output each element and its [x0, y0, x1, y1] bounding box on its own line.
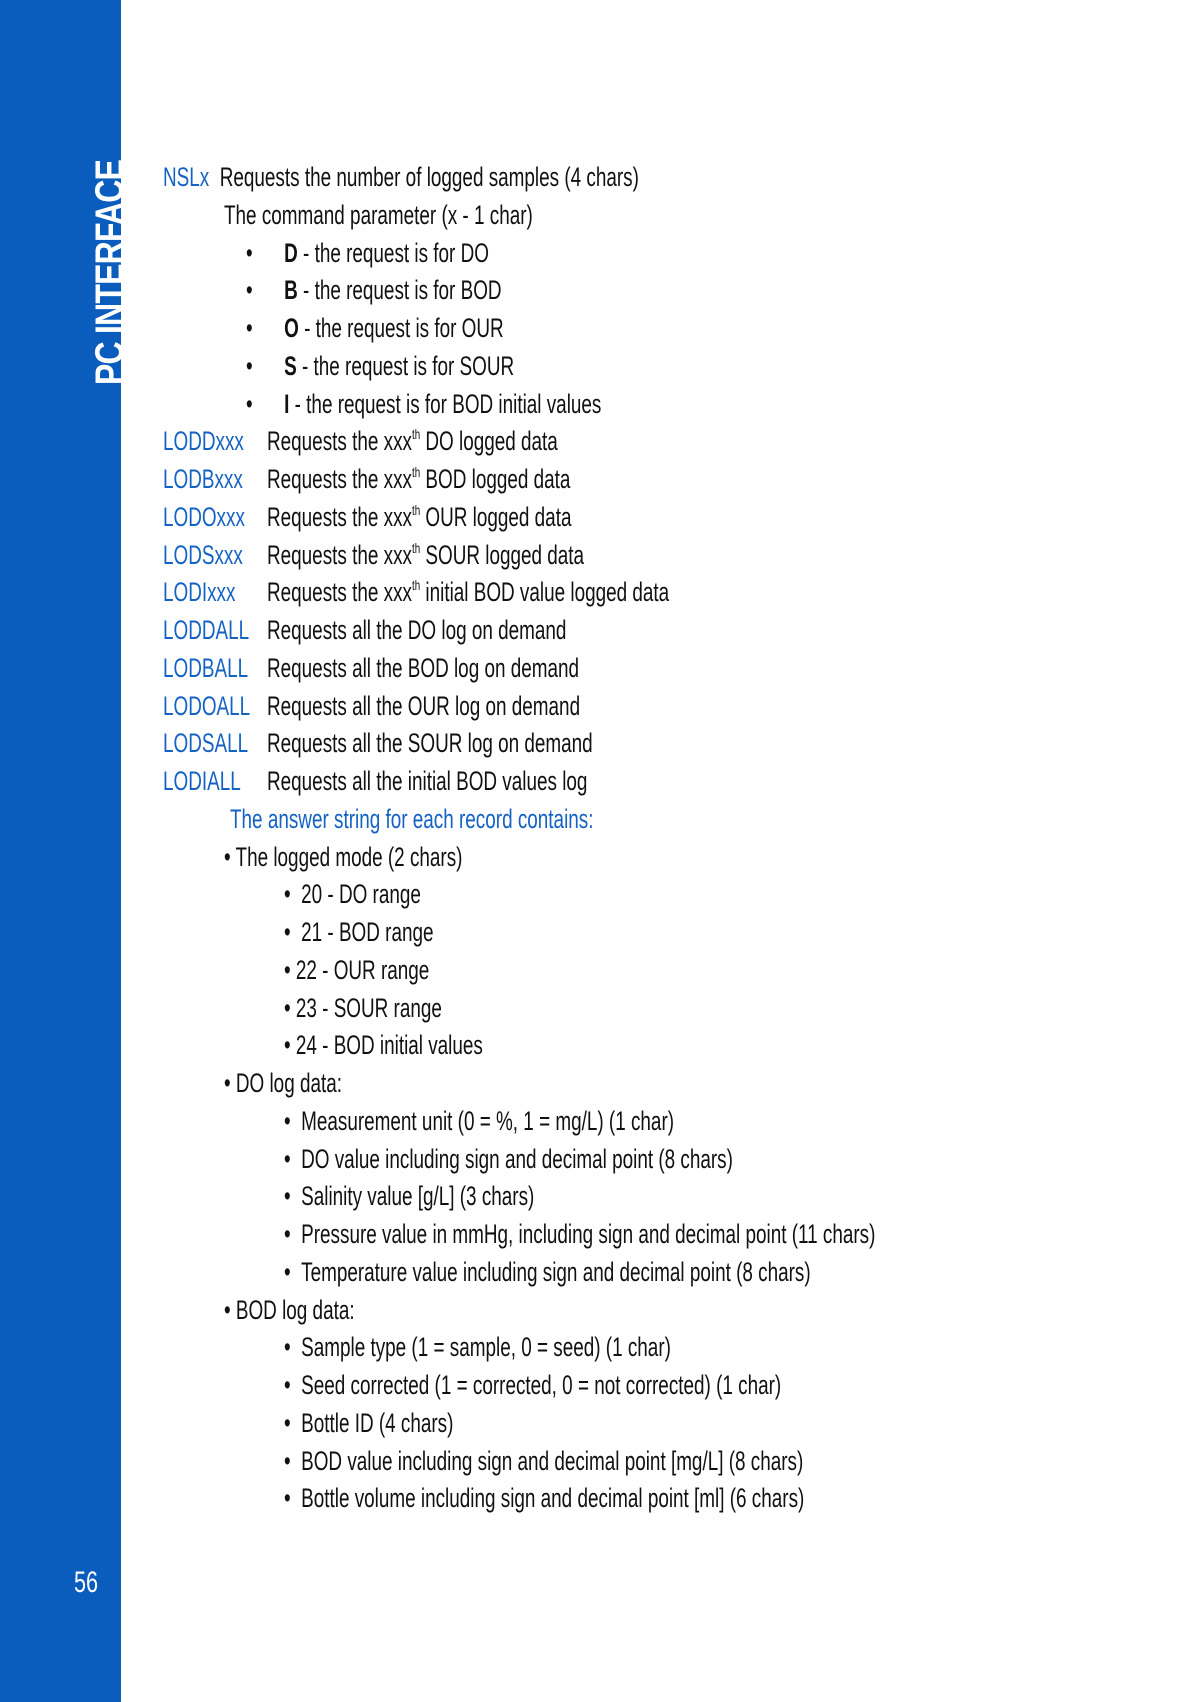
logged-mode [224, 838, 565, 876]
command-description [267, 687, 714, 725]
bullet-icon: • [284, 954, 291, 985]
command-description [267, 649, 713, 687]
mode-text: 21 - BOD range [301, 917, 434, 947]
item-text: Pressure value in mmHg, including sign and decimal point (11 chars) [301, 1219, 876, 1249]
option-key: I [284, 388, 290, 419]
desc-text: Requests the xxx [267, 539, 412, 570]
item-text: Sample type (1 = sample, 0 = seed) (1 char) [301, 1332, 671, 1363]
desc-text: BOD logged data [420, 464, 571, 494]
bod-log-item [284, 1366, 994, 1404]
section-label: DO log data [235, 1068, 337, 1098]
colon: : [349, 1294, 355, 1325]
option-text: - the request is for DO [297, 237, 489, 268]
bullet-icon: • [246, 313, 253, 343]
section-title: PC INTERFACE [88, 159, 132, 385]
desc-text: Requests all the OUR log on demand [267, 690, 581, 721]
command-code: LODSALL [163, 728, 249, 759]
parameter-option [246, 385, 754, 423]
command-code: LODIALL [163, 766, 241, 796]
item-text: Measurement unit (0 = %, 1 = mg/L) (1 char) [301, 1105, 675, 1136]
bullet-icon: • [284, 1370, 291, 1400]
command-code: LODDALL [163, 615, 250, 645]
command-description: Requests the number of logged samples (4 chars) [219, 162, 639, 192]
item-text: Bottle volume including sign and decimal point [ml] (6 chars) [301, 1483, 805, 1514]
command-description [267, 498, 702, 536]
bullet-icon: • [284, 917, 291, 947]
bullet-icon: • [224, 841, 231, 872]
command-code: LODIxxx [163, 577, 236, 608]
command-description [267, 724, 732, 762]
parameter-option [246, 309, 614, 347]
mode-item [284, 951, 492, 989]
option-key: D [284, 237, 298, 268]
bod-log-item [284, 1328, 837, 1366]
bullet-icon: • [246, 388, 253, 419]
bod-log-heading [224, 1291, 411, 1329]
mode-item [284, 1026, 568, 1064]
do-log-item [284, 1215, 1129, 1253]
bullet-icon: • [284, 1181, 291, 1212]
item-text: Salinity value [g/L] (3 chars) [301, 1181, 535, 1212]
bod-log-item [284, 1442, 1026, 1480]
option-text: - the request is for BOD initial values [289, 388, 602, 419]
item-text: DO value including sign and decimal point (8 chars) [301, 1143, 733, 1174]
parameter-option [246, 347, 629, 385]
command-description [267, 611, 695, 649]
command-nsl [163, 158, 843, 196]
bullet-icon: • [284, 879, 291, 910]
bullet-icon: • [246, 237, 253, 268]
command-code: LODBALL [163, 652, 249, 683]
option-key: B [284, 275, 298, 306]
desc-text: DO logged data [420, 426, 558, 457]
command-description [267, 460, 700, 498]
command-description [267, 422, 682, 460]
command-row [163, 422, 279, 460]
heading-text: The answer string for each record contains: [230, 803, 594, 834]
bullet-icon: • [284, 1030, 291, 1061]
superscript: th [411, 464, 421, 480]
bullet-icon: • [284, 1445, 291, 1476]
desc-text: Requests the xxx [267, 464, 412, 494]
parameter-option [246, 271, 611, 309]
desc-text: Requests all the initial BOD values log [267, 766, 588, 796]
command-code: LODOALL [163, 690, 251, 721]
mode-item [284, 875, 480, 913]
desc-text: Requests the xxx [267, 426, 412, 457]
bullet-icon: • [224, 1068, 231, 1098]
bod-log-item [284, 1479, 1027, 1517]
desc-text: SOUR logged data [420, 539, 585, 570]
option-text: - the request is for SOUR [296, 350, 515, 381]
desc-text: Requests all the DO log on demand [267, 615, 567, 645]
superscript: th [411, 501, 421, 518]
command-code: LODDxxx [163, 426, 244, 457]
option-text: - the request is for OUR [298, 313, 504, 343]
label: The logged mode (2 chars) [235, 841, 463, 872]
bod-log-item [284, 1404, 526, 1442]
desc-text: Requests all the SOUR log on demand [267, 728, 593, 759]
command-description [267, 762, 725, 800]
desc-text: Requests the xxx [267, 501, 412, 532]
do-log-item [284, 1177, 642, 1215]
command-row [163, 498, 280, 536]
do-log-item [284, 1140, 925, 1178]
do-log-heading [224, 1064, 393, 1102]
bullet-icon: • [224, 1294, 231, 1325]
desc-text: OUR logged data [420, 501, 572, 532]
mode-text: 23 - SOUR range [295, 992, 442, 1023]
item-text: BOD value including sign and decimal point [mg/L] (8 chars) [301, 1445, 804, 1476]
mode-item [284, 913, 498, 951]
command-row [163, 460, 277, 498]
mode-text: 24 - BOD initial values [295, 1030, 483, 1061]
bullet-icon: • [246, 350, 253, 381]
command-code: LODBxxx [163, 464, 243, 494]
bullet-icon: • [284, 1143, 291, 1174]
command-parameter [224, 196, 665, 234]
superscript: th [411, 539, 421, 556]
bullet-icon: • [284, 992, 291, 1023]
bullet-icon: • [246, 275, 253, 306]
mode-item [284, 989, 510, 1027]
parameter-text: The command parameter (x - 1 char) [224, 199, 533, 230]
do-log-item [284, 1253, 1036, 1291]
do-log-item [284, 1102, 841, 1140]
option-text: - the request is for BOD [297, 275, 502, 306]
sidebar [0, 0, 132, 1702]
bullet-icon: • [284, 1407, 291, 1438]
item-text: Bottle ID (4 chars) [301, 1407, 454, 1438]
superscript: th [411, 426, 421, 443]
bullet-icon: • [284, 1332, 291, 1363]
command-code: LODOxxx [163, 501, 245, 532]
parameter-option [246, 234, 593, 272]
superscript: th [411, 577, 421, 594]
mode-text: 20 - DO range [301, 879, 421, 910]
command-description [267, 536, 720, 574]
answer-heading [230, 800, 749, 838]
desc-text: Requests the xxx [267, 577, 412, 608]
bullet-icon: • [284, 1105, 291, 1136]
option-key: S [284, 350, 297, 381]
item-text: Temperature value including sign and decimal point (8 chars) [301, 1256, 811, 1287]
bullet-icon: • [284, 1256, 291, 1287]
bullet-icon: • [284, 1219, 291, 1249]
bullet-icon: • [284, 1483, 291, 1514]
desc-text: Requests all the BOD log on demand [267, 652, 580, 683]
option-key: O [284, 313, 299, 343]
section-label: BOD log data [235, 1294, 350, 1325]
command-description [267, 573, 842, 611]
command-code: LODSxxx [163, 539, 243, 570]
page-number: 56 [74, 1566, 99, 1599]
command-code: NSLx [163, 162, 210, 192]
mode-text: 22 - OUR range [295, 954, 430, 985]
command-row [163, 573, 267, 611]
desc-text: initial BOD value logged data [420, 577, 670, 608]
item-text: Seed corrected (1 = corrected, 0 = not corrected) (1 char) [301, 1370, 782, 1400]
command-row [163, 536, 277, 574]
colon: : [336, 1068, 343, 1098]
command-row [163, 762, 274, 800]
